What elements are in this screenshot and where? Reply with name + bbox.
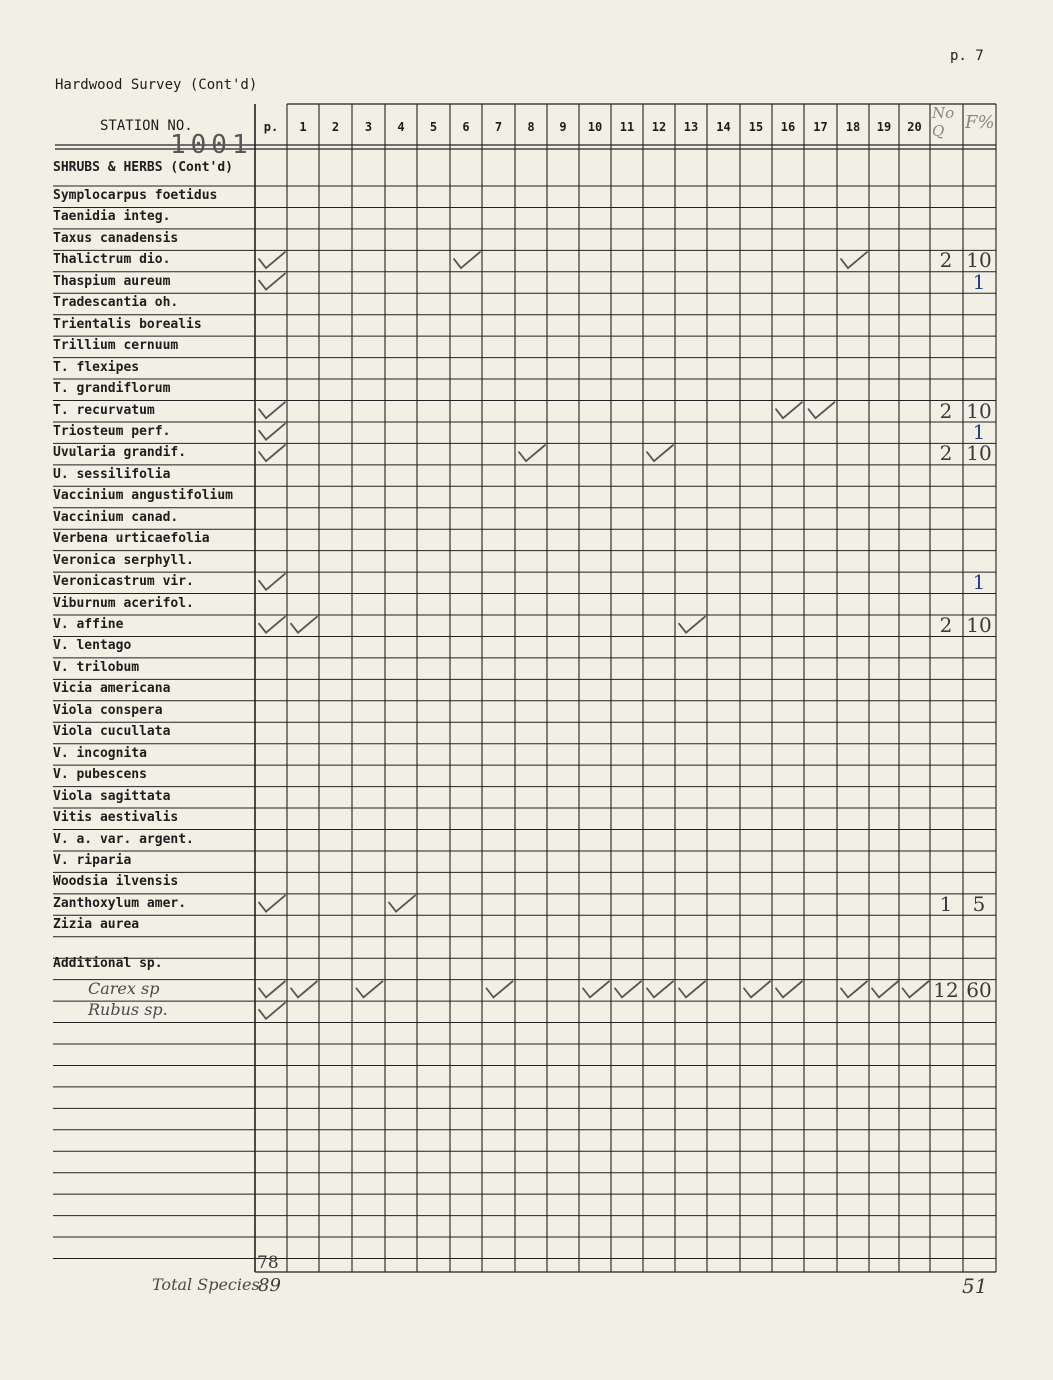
species-name: V. incognita <box>53 745 147 761</box>
total-species-label: Total Species <box>152 1275 260 1294</box>
column-header: 20 <box>907 120 922 134</box>
species-name: Veronica serphyll. <box>53 552 194 568</box>
species-name: V. pubescens <box>53 767 147 783</box>
species-name: Vaccinium canad. <box>53 509 179 525</box>
species-name: V. trilobum <box>53 659 140 675</box>
f-value: 1 <box>972 419 986 444</box>
column-header: 5 <box>429 120 438 134</box>
additional-label: Additional sp. <box>53 956 163 971</box>
species-name: Viola sagittata <box>53 788 171 804</box>
additional-species-name: Rubus sp. <box>88 1000 168 1020</box>
species-name: Viola cucullata <box>53 724 171 740</box>
species-name: Uvularia grandif. <box>53 445 187 461</box>
column-header: 10 <box>587 120 603 134</box>
column-header: 6 <box>462 120 470 134</box>
p-count: 78 <box>257 1253 279 1273</box>
species-name: T. flexipes <box>53 359 140 375</box>
species-name: Triosteum perf. <box>53 423 171 439</box>
column-header: 9 <box>559 120 567 134</box>
no-q-value: 2 <box>939 613 953 637</box>
column-header: 2 <box>331 120 340 134</box>
species-name: Trientalis borealis <box>53 316 202 332</box>
species-name: Woodsia ilvensis <box>53 874 179 890</box>
column-header: 18 <box>845 120 861 134</box>
species-name: Vicia americana <box>53 681 171 697</box>
document-title: Hardwood Survey (Cont'd) <box>55 77 258 93</box>
species-name: Verbena urticaefolia <box>53 531 210 547</box>
total-species-value: 89 <box>258 1275 281 1296</box>
column-header: 7 <box>494 120 503 134</box>
column-header: 15 <box>748 120 764 134</box>
f-total: 51 <box>962 1274 988 1298</box>
f-value: 10 <box>966 398 992 423</box>
station-label: STATION NO. <box>100 118 193 134</box>
species-name: Thalictrum dio. <box>53 252 171 268</box>
species-name: V. a. var. argent. <box>53 831 194 847</box>
no-q-header: No Q <box>932 104 955 140</box>
species-name: T. grandiflorum <box>53 381 171 397</box>
species-name: Veronicastrum vir. <box>53 574 194 590</box>
f-value: 10 <box>966 441 992 466</box>
f-value: 10 <box>966 613 992 637</box>
column-header: 16 <box>780 120 796 134</box>
column-header: 12 <box>651 120 667 134</box>
column-header: 13 <box>683 120 699 134</box>
page-number: p. 7 <box>950 48 984 64</box>
species-name: Vaccinium angustifolium <box>53 488 234 504</box>
species-name: Viola conspera <box>53 702 163 718</box>
species-name: Symplocarpus foetidus <box>53 188 218 203</box>
species-name: T. recurvatum <box>53 402 155 418</box>
f-value: 1 <box>972 269 986 294</box>
species-name: V. riparia <box>53 852 132 868</box>
species-name: Viburnum acerifol. <box>53 595 194 611</box>
f-value: 5 <box>972 891 986 916</box>
no-q-value: 12 <box>933 977 959 1002</box>
column-header: 3 <box>364 120 373 134</box>
column-header: 19 <box>876 120 892 134</box>
column-header: 1 <box>299 120 307 134</box>
column-header: 4 <box>397 120 405 134</box>
no-q-value: 2 <box>939 248 953 273</box>
column-header: 11 <box>619 120 635 134</box>
no-q-value: 2 <box>939 398 953 423</box>
species-name: Zizia aurea <box>53 917 140 933</box>
column-header: 14 <box>716 120 731 134</box>
f-value: 10 <box>966 248 992 273</box>
f-pct-header: F% <box>965 112 995 133</box>
species-name: V. affine <box>53 617 124 632</box>
column-header: p. <box>263 120 279 134</box>
f-value: 60 <box>966 977 992 1002</box>
species-name: Tradescantia oh. <box>53 295 179 311</box>
no-q-value: 1 <box>939 891 953 916</box>
no-q-value: 2 <box>939 441 953 466</box>
f-value: 1 <box>972 570 986 595</box>
species-name: U. sessilifolia <box>53 466 171 482</box>
column-header: 8 <box>527 120 535 134</box>
additional-species-name: Carex sp <box>88 978 160 998</box>
species-name: Taxus canadensis <box>53 230 179 246</box>
species-name: V. lentago <box>53 638 132 654</box>
species-name: Trillium cernuum <box>53 338 179 354</box>
species-name: Vitis aestivalis <box>53 810 179 826</box>
station-number: 1001 <box>170 130 253 160</box>
species-name: Taenidia integ. <box>53 209 171 225</box>
column-header: 17 <box>813 120 828 134</box>
species-name: Zanthoxylum amer. <box>53 895 187 911</box>
species-name: Thaspium aureum <box>53 273 171 289</box>
section-label: SHRUBS & HERBS (Cont'd) <box>53 160 234 175</box>
